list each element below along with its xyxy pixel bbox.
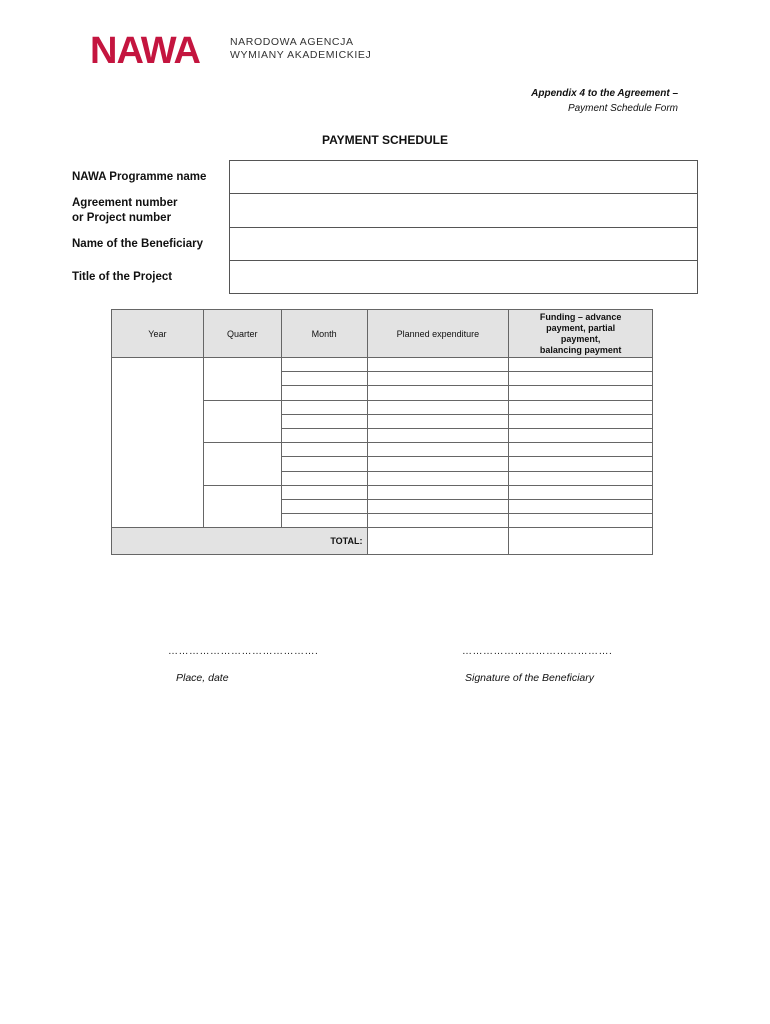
funding-cell[interactable]	[509, 428, 653, 442]
total-planned-cell[interactable]	[367, 528, 509, 555]
info-row-beneficiary	[64, 228, 698, 261]
month-cell[interactable]	[281, 372, 367, 386]
funding-header-line-3: payment,	[560, 333, 601, 344]
place-date-line: …………………………………….	[168, 646, 319, 657]
place-date-caption: Place, date	[176, 672, 229, 684]
funding-cell[interactable]	[509, 443, 653, 457]
quarter-cell[interactable]	[203, 443, 281, 486]
planned-expenditure-header: Planned expenditure	[367, 310, 509, 358]
month-cell[interactable]	[281, 514, 367, 528]
funding-cell[interactable]	[509, 386, 653, 400]
year-cell[interactable]	[112, 358, 204, 528]
funding-cell[interactable]	[509, 485, 653, 499]
agreement-number-label-line-2: or Project number	[72, 211, 172, 224]
project-info-table	[64, 160, 698, 294]
nawa-logo-mark	[90, 32, 220, 66]
year-header: Year	[112, 310, 204, 358]
planned-cell[interactable]	[367, 386, 509, 400]
month-cell[interactable]	[281, 428, 367, 442]
agreement-number-label	[64, 194, 230, 228]
nawa-logo	[90, 32, 371, 66]
payment-schedule-table	[111, 309, 653, 555]
month-cell[interactable]	[281, 358, 367, 372]
appendix-line-1: Appendix 4 to the Agreement –	[531, 88, 678, 99]
planned-cell[interactable]	[367, 400, 509, 414]
planned-cell[interactable]	[367, 499, 509, 513]
agreement-number-label-line-1: Agreement number	[72, 196, 178, 209]
month-header: Month	[281, 310, 367, 358]
month-cell[interactable]	[281, 471, 367, 485]
project-title-label: Title of the Project	[64, 261, 230, 294]
agency-line-1: NARODOWA AGENCJA	[230, 36, 354, 48]
quarter-cell[interactable]	[203, 358, 281, 401]
planned-cell[interactable]	[367, 372, 509, 386]
planned-cell[interactable]	[367, 457, 509, 471]
funding-cell[interactable]	[509, 471, 653, 485]
funding-cell[interactable]	[509, 514, 653, 528]
beneficiary-name-label: Name of the Beneficiary	[64, 228, 230, 261]
total-row	[112, 528, 653, 555]
quarter-header: Quarter	[203, 310, 281, 358]
month-cell[interactable]	[281, 443, 367, 457]
month-cell[interactable]	[281, 414, 367, 428]
funding-cell[interactable]	[509, 414, 653, 428]
funding-cell[interactable]	[509, 400, 653, 414]
planned-cell[interactable]	[367, 514, 509, 528]
planned-cell[interactable]	[367, 428, 509, 442]
quarter-cell[interactable]	[203, 400, 281, 443]
agreement-number-field[interactable]	[230, 194, 698, 228]
funding-header-line-4: balancing payment	[539, 344, 622, 355]
total-label: TOTAL:	[112, 528, 368, 555]
appendix-line-2: Payment Schedule Form	[567, 103, 678, 114]
funding-cell[interactable]	[509, 372, 653, 386]
funding-cell[interactable]	[509, 499, 653, 513]
project-title-field[interactable]	[230, 261, 698, 294]
funding-header-line-1: Funding – advance	[539, 311, 622, 322]
planned-cell[interactable]	[367, 414, 509, 428]
agency-name	[230, 36, 371, 62]
info-row-agreement	[64, 194, 698, 228]
month-cell[interactable]	[281, 457, 367, 471]
planned-cell[interactable]	[367, 358, 509, 372]
agency-line-2: WYMIANY AKADEMICKIEJ	[230, 49, 372, 61]
month-cell[interactable]	[281, 499, 367, 513]
signature-caption: Signature of the Beneficiary	[465, 672, 594, 684]
programme-name-label: NAWA Programme name	[64, 161, 230, 194]
info-row-title	[64, 261, 698, 294]
month-cell[interactable]	[281, 485, 367, 499]
total-funding-cell[interactable]	[509, 528, 653, 555]
signature-line: …………………………………….	[462, 646, 613, 657]
planned-cell[interactable]	[367, 485, 509, 499]
page-title: PAYMENT SCHEDULE	[321, 133, 449, 147]
planned-cell[interactable]	[367, 443, 509, 457]
funding-cell[interactable]	[509, 457, 653, 471]
appendix-note	[531, 86, 678, 116]
funding-header-line-2: payment, partial	[546, 322, 616, 333]
info-row-programme	[64, 161, 698, 194]
nawa-logo-text: NAWA	[90, 32, 200, 66]
beneficiary-name-field[interactable]	[230, 228, 698, 261]
quarter-cell[interactable]	[203, 485, 281, 528]
schedule-row	[112, 358, 653, 372]
schedule-header-row	[112, 310, 653, 358]
month-cell[interactable]	[281, 400, 367, 414]
funding-cell[interactable]	[509, 358, 653, 372]
planned-cell[interactable]	[367, 471, 509, 485]
funding-header	[509, 310, 653, 358]
programme-name-field[interactable]	[230, 161, 698, 194]
month-cell[interactable]	[281, 386, 367, 400]
